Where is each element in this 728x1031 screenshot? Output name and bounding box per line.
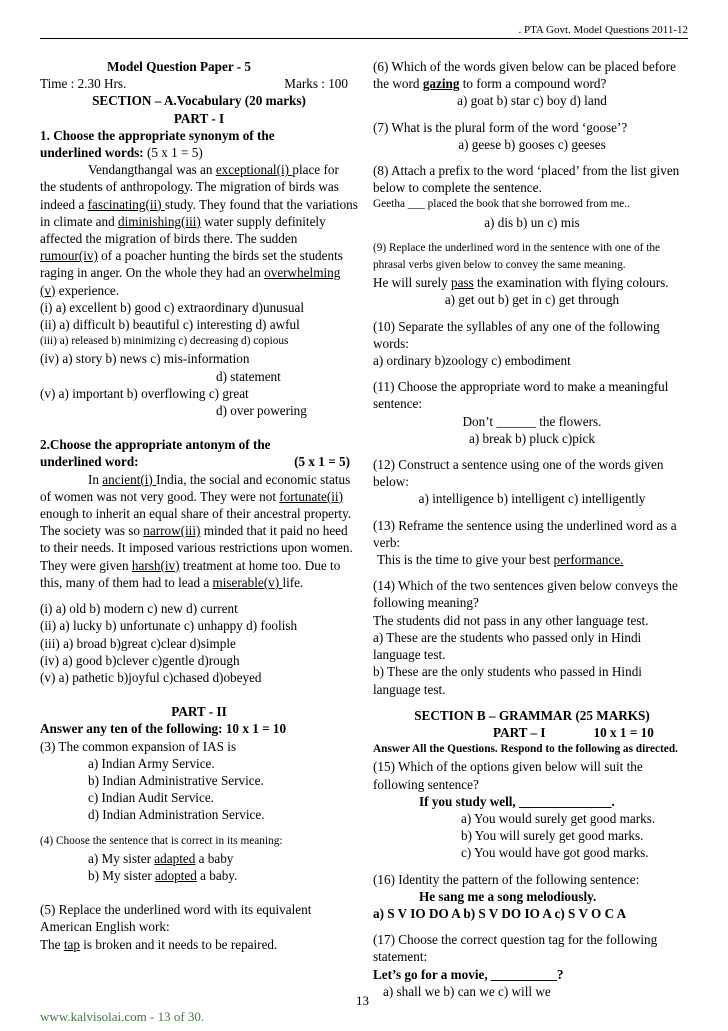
q5: (5) Replace the underlined word with its equivalent American English work: xyxy=(40,902,312,935)
q7: (7) What is the plural form of the word ‘goose’? xyxy=(373,119,628,135)
q13: (13) Reframe the sentence using the underlined word as a verb: xyxy=(373,517,677,550)
q1-passage xyxy=(40,161,358,299)
underlined-word: adapted xyxy=(154,850,196,866)
t: (6) Which of the words given below can be placed before the word xyxy=(373,59,676,92)
q2-label: underlined word: xyxy=(40,454,139,470)
q14-option-b: b) These are the only students who passed in Hindi language test. xyxy=(373,664,642,697)
q10: (10) Separate the syllables of any one of the following words: xyxy=(373,318,660,351)
q11: (11) Choose the appropriate word to make a meaningful sentence: xyxy=(373,379,669,412)
marks: Marks : 100 xyxy=(284,76,348,92)
underlined-word: rumour(iv) xyxy=(40,248,98,264)
p: India, the social and economic status of women was not very good. They were not xyxy=(40,471,351,504)
answer-ten-heading: Answer any ten of the following: 10 x 1 = 10 xyxy=(40,721,287,737)
right-column xyxy=(373,58,691,1000)
p: enough to inherit an equal share of their ancestral property. The society was so xyxy=(40,506,352,539)
t: The xyxy=(40,936,64,952)
page-header xyxy=(40,18,688,39)
t: to form a compound word? xyxy=(459,76,607,92)
q4-option-a xyxy=(40,850,358,867)
t: a baby xyxy=(195,850,234,866)
q17-sentence: Let’s go for a movie, __________? xyxy=(373,966,564,982)
p: Vendangthangal was an xyxy=(88,162,216,178)
q16: (16) Identity the pattern of the following sentence: xyxy=(373,871,640,887)
q13-sentence xyxy=(373,551,691,568)
q1-marks: (5 x 1 = 5) xyxy=(143,145,203,161)
q1-heading: 1. Choose the appropriate synonym of the xyxy=(40,127,275,143)
p: experience. xyxy=(55,282,120,298)
time: Time : 2.30 Hrs. xyxy=(40,76,127,92)
q15: (15) Which of the options given below will suit the following sentence? xyxy=(373,759,643,792)
q4-option-b xyxy=(40,867,358,884)
underlined-word: performance. xyxy=(553,552,624,568)
p: life. xyxy=(282,574,304,590)
q6-options: a) goat b) star c) boy d) land xyxy=(457,93,607,109)
q1-subheading xyxy=(40,144,358,161)
q3: (3) The common expansion of IAS is xyxy=(40,738,237,754)
q15-option: c) You would have got good marks. xyxy=(461,845,649,861)
q7-options: a) geese b) gooses c) geeses xyxy=(458,136,606,152)
p: In xyxy=(88,471,103,487)
underlined-word: tap xyxy=(63,936,80,952)
q15-option: b) You will surely get good marks. xyxy=(461,828,644,844)
q3-option: c) Indian Audit Service. xyxy=(88,790,214,806)
section-b-part-row xyxy=(373,724,691,741)
underlined-word: adopted xyxy=(155,867,197,883)
t: This is the time to give your best xyxy=(377,552,554,568)
underlined-word: overwhelming (v) xyxy=(40,265,341,298)
q17: (17) Choose the correct question tag for the following statement: xyxy=(373,932,658,965)
q16-options: a) S V IO DO A b) S V DO IO A c) S V O C A xyxy=(373,905,627,921)
underlined-word: harsh(iv) xyxy=(131,557,180,573)
q2-subheading xyxy=(40,453,358,470)
ant-option: (iii) a) broad b)great c)clear d)simple xyxy=(40,635,236,651)
q8-sentence: Geetha ___ placed the book that she borrowed from me.. xyxy=(373,198,630,211)
q3-option: a) Indian Army Service. xyxy=(88,755,215,771)
part-1-label: PART – I xyxy=(493,724,546,740)
underlined-word: miserable(v) xyxy=(212,574,283,590)
q15-sentence: If you study well, ______________. xyxy=(419,793,615,809)
p: treatment at home too. Due to this, many of them had to lead a xyxy=(40,557,341,590)
syn-option: (iv) a) story b) news c) mis-information xyxy=(40,351,250,367)
footer-site-link[interactable]: www.kalvisolai.com - 13 of 30. xyxy=(40,1009,205,1024)
part-1-heading: PART - I xyxy=(173,110,225,126)
q5-sentence xyxy=(40,936,358,953)
syn-option: d) statement xyxy=(216,368,281,384)
t: He will surely xyxy=(373,275,452,291)
q4: (4) Choose the sentence that is correct in its meaning: xyxy=(40,834,283,847)
instructions: Answer All the Questions. Respond to the following as directed. xyxy=(373,743,678,756)
q9: (9) Replace the underlined word in the sentence with one of the phrasal verbs given below to convey the same meaning. xyxy=(373,241,661,272)
ant-option: (ii) a) lucky b) unfortunate c) unhappy d) foolish xyxy=(40,618,298,634)
q2-passage xyxy=(40,471,358,591)
p: place for the students of anthropology. The migration of birds was indeed a xyxy=(40,162,339,212)
q2-marks: (5 x 1 = 5) xyxy=(294,454,350,470)
p: water supply definitely affected the migration of birds there. The sudden xyxy=(40,213,326,247)
section-b-heading: SECTION B – GRAMMAR (25 MARKS) xyxy=(414,707,650,723)
ant-option: (v) a) pathetic b)joyful c)chased d)obeyed xyxy=(40,669,262,685)
q17-options: a) shall we b) can we c) will we xyxy=(383,983,551,999)
q3-option: d) Indian Administration Service. xyxy=(88,807,265,823)
left-column xyxy=(40,58,358,953)
t: b) My sister xyxy=(88,867,156,883)
p: minded that it paid no heed to their needs. It imposed various restrictions upon women. They were given xyxy=(40,523,353,573)
underlined-word: narrow(iii) xyxy=(143,523,201,539)
q6 xyxy=(373,58,691,92)
q11-options: a) break b) pluck c)pick xyxy=(469,430,595,446)
q15-option: a) You would surely get good marks. xyxy=(461,810,656,826)
underlined-word: diminishing(iii) xyxy=(118,213,201,229)
q12-options: a) intelligence b) intelligent c) intelligently xyxy=(418,491,646,507)
q16-sentence: He sang me a song melodiously. xyxy=(419,888,597,904)
q14-option-a: a) These are the students who passed only in Hindi language test. xyxy=(373,629,642,663)
paper-title: Model Question Paper - 5 xyxy=(106,59,252,74)
q9-sentence xyxy=(373,274,691,291)
header-text: . PTA Govt. Model Questions 2011-12 xyxy=(518,24,688,36)
q10-options: a) ordinary b)zoology c) embodiment xyxy=(373,353,571,369)
p: of a poacher hunting the birds set the students raging in anger. On the whole they had an xyxy=(40,248,343,281)
underlined-word: exceptional(i) xyxy=(215,162,293,178)
syn-option: (i) a) excellent b) good c) extraordinary d)unusual xyxy=(40,299,305,315)
section-a-heading: SECTION – A.Vocabulary (20 marks) xyxy=(92,93,306,109)
t: the examination with flying colours. xyxy=(473,275,669,291)
underlined-word: pass xyxy=(451,275,474,291)
underlined-word: fascinating(ii) xyxy=(87,196,165,212)
syn-option: (ii) a) difficult b) beautiful c) interesting d) awful xyxy=(40,317,300,333)
q8-options: a) dis b) un c) mis xyxy=(484,214,580,230)
q1-label: underlined words: xyxy=(40,145,144,161)
underlined-word: ancient(i) xyxy=(102,471,157,487)
syn-option: (iii) a) released b) minimizing c) decreasing d) copious xyxy=(40,335,289,348)
ant-option: (i) a) old b) modern c) new d) current xyxy=(40,601,238,617)
q8: (8) Attach a prefix to the word ‘placed’ from the list given below to complete the sentence. xyxy=(373,163,680,196)
underlined-word: fortunate(ii) xyxy=(279,488,343,504)
q14-sentence: The students did not pass in any other language test. xyxy=(373,612,649,628)
time-marks-row xyxy=(40,75,358,92)
ant-option: (iv) a) good b)clever c)gentle d)rough xyxy=(40,652,240,668)
t: a) My sister xyxy=(88,850,155,866)
q11-sentence: Don’t ______ the flowers. xyxy=(462,413,602,429)
t: is broken and it needs to be repaired. xyxy=(79,936,278,952)
syn-option: d) over powering xyxy=(216,403,307,419)
q2-heading: 2.Choose the appropriate antonym of the xyxy=(40,437,271,453)
q14: (14) Which of the two sentences given below conveys the following meaning? xyxy=(373,578,678,611)
q12: (12) Construct a sentence using one of the words given below: xyxy=(373,457,664,490)
underlined-word: gazing xyxy=(422,76,460,92)
q9-options: a) get out b) get in c) get through xyxy=(444,292,620,308)
page-number: 13 xyxy=(356,993,369,1008)
part-2-heading: PART - II xyxy=(171,704,227,720)
syn-option: (v) a) important b) overflowing c) great xyxy=(40,385,249,401)
part-1-marks: 10 x 1 = 10 xyxy=(593,724,654,740)
p: study. They found that the variations in climate and xyxy=(40,196,358,229)
t: a baby. xyxy=(196,867,238,883)
q3-option: b) Indian Administrative Service. xyxy=(88,772,264,788)
